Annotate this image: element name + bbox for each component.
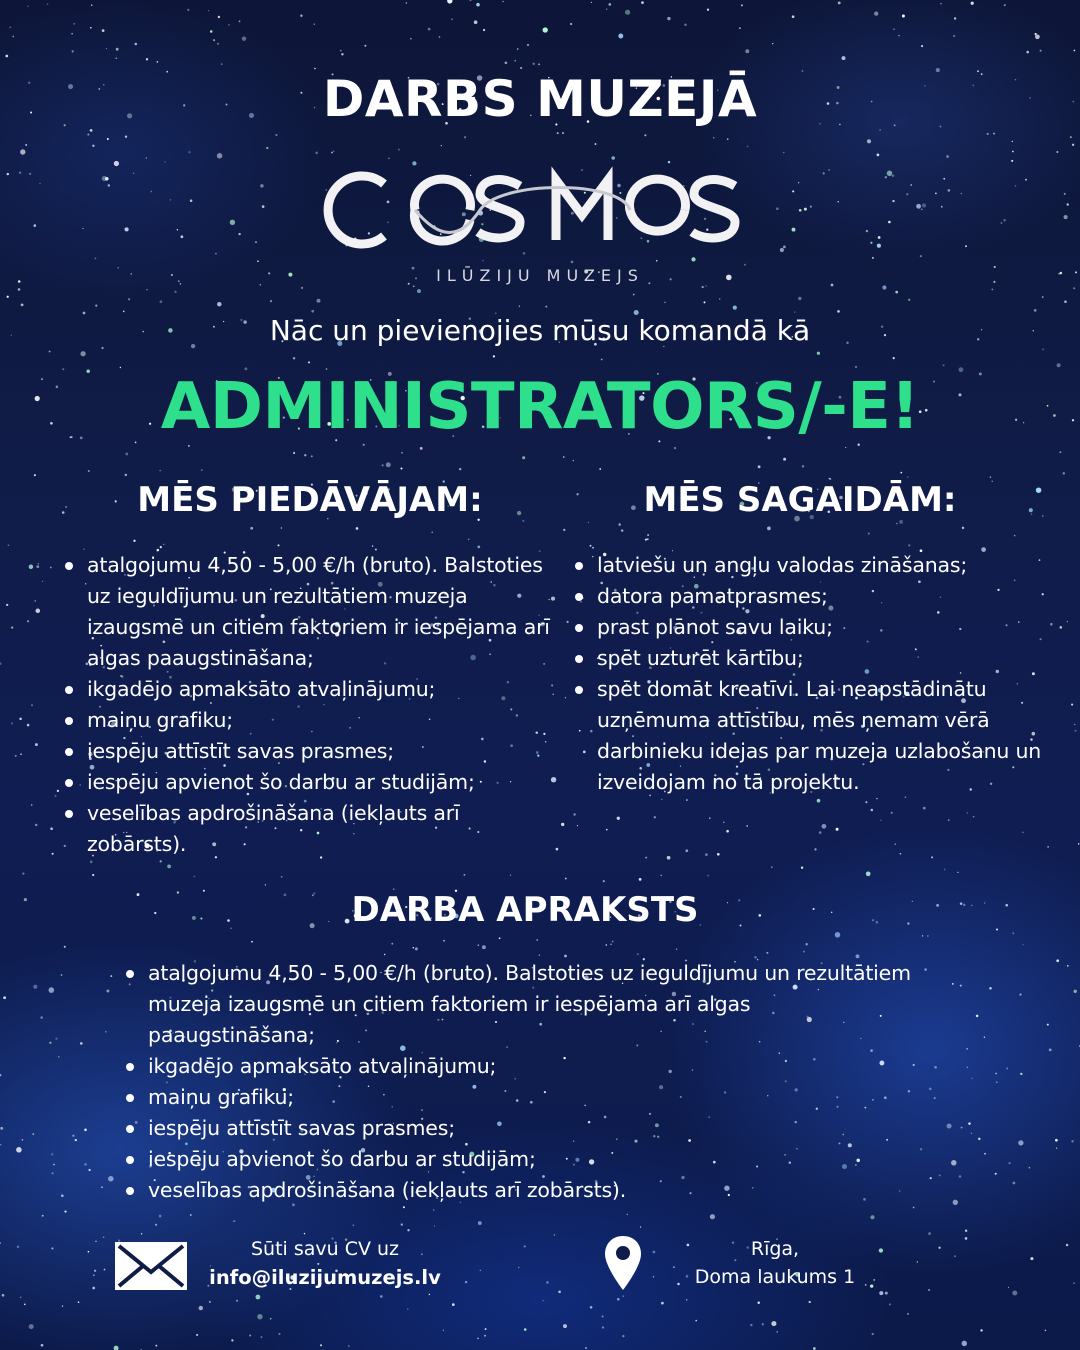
role-title: ADMINISTRATORS/-E!: [160, 370, 920, 444]
offer-list: [63, 550, 553, 860]
list-item: maiņu grafiku;: [63, 705, 553, 736]
description-title: DARBA APRAKSTS: [351, 890, 699, 930]
list-item: ikgadējo apmaksāto atvaļinājumu;: [124, 1051, 914, 1082]
offer-title: MĒS PIEDĀVĀJAM:: [137, 480, 483, 520]
logo-subtitle: ILŪZIJU MUZEJS: [436, 266, 644, 285]
expect-list: [573, 550, 1043, 798]
list-item: atalgojumu 4,50 - 5,00 €/h (bruto). Balstoties uz ieguldījumu un rezultātiem muzeja izaugsmē un citiem faktoriem ir iespējama arī algas paaugstināšana;: [63, 550, 553, 674]
list-item: spēt domāt kreatīvi. Lai neapstādinātu uzņēmuma attīstību, mēs ņemam vērā darbinieku idejas par muzeja uzlabošanu un izveidojam no tā projektu.: [573, 674, 1043, 798]
description-list: [124, 958, 914, 1206]
list-item: spēt uzturēt kārtību;: [573, 643, 1043, 674]
list-item: iespēju apvienot šo darbu ar studijām;: [124, 1144, 914, 1175]
address-city: Rīga,: [750, 1238, 800, 1260]
list-item: ikgadējo apmaksāto atvaļinājumu;: [63, 674, 553, 705]
list-item: iespēju attīstīt savas prasmes;: [124, 1113, 914, 1144]
intro-text: Nāc un pievienojies mūsu komandā kā: [269, 314, 811, 347]
list-item: datora pamatprasmes;: [573, 581, 1043, 612]
list-item: iespēju apvienot šo darbu ar studijām;: [63, 767, 553, 798]
list-item: atalgojumu 4,50 - 5,00 €/h (bruto). Balstoties uz ieguldījumu un rezultātiem muzeja izaugsmē un citiem faktoriem ir iespējama arī algas paaugstināšana;: [124, 958, 914, 1051]
list-item: prast plānot savu laiku;: [573, 612, 1043, 643]
expect-title: MĒS SAGAIDĀM:: [643, 480, 957, 520]
envelope-icon: [113, 1240, 189, 1292]
cv-label: Sūti savu CV uz: [250, 1238, 400, 1260]
list-item: veselības apdrošināšana (iekļauts arī zobārsts).: [63, 798, 553, 860]
list-item: iespēju attīstīt savas prasmes;: [63, 736, 553, 767]
address-street: Doma laukums 1: [694, 1266, 856, 1288]
page-headline: DARBS MUZEJĀ: [322, 70, 758, 128]
list-item: latviešu un angļu valodas zināšanas;: [573, 550, 1043, 581]
contact-email-link[interactable]: info@iluzijumuzejs.lv: [209, 1266, 441, 1289]
list-item: maiņu grafiku;: [124, 1082, 914, 1113]
map-pin-icon: [603, 1234, 643, 1292]
list-item: veselības apdrošināšana (iekļauts arī zobārsts).: [124, 1175, 914, 1206]
